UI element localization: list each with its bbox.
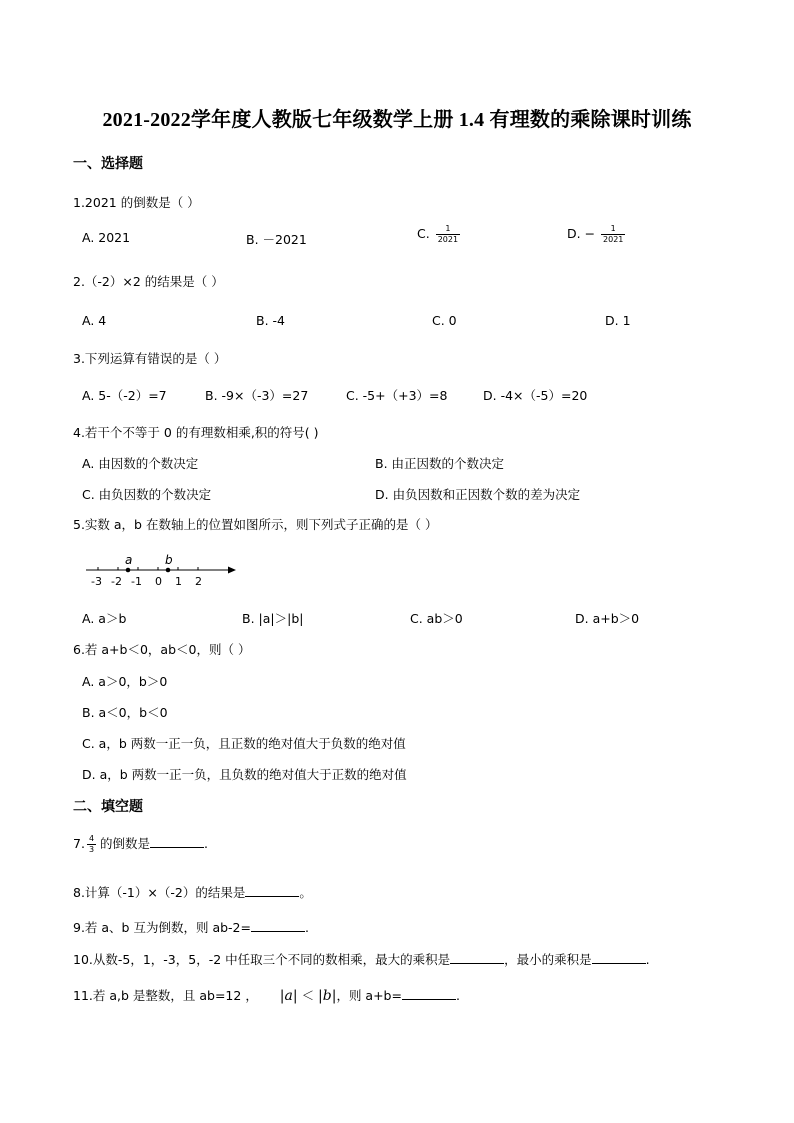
q1-option-b: B. －2021 xyxy=(246,232,307,247)
question-1-stem: 1.2021 的倒数是（ ） xyxy=(73,195,200,210)
q6-option-b: B. a＜0，b＜0 xyxy=(82,705,168,720)
q11-less-than: ＜ xyxy=(297,988,319,1003)
q2-option-b: B. -4 xyxy=(256,313,285,328)
q4-option-b: B. 由正因数的个数决定 xyxy=(375,456,505,471)
q1-option-c-prefix: C. xyxy=(417,226,430,241)
page-title: 2021-2022学年度人教版七年级数学上册 1.4 有理数的乘除课时训练 xyxy=(102,109,692,131)
q11-text: 11.若 a,b 是整数，且 ab=12 ， xyxy=(73,988,258,1003)
q4-option-c: C. 由负因数的个数决定 xyxy=(82,487,212,502)
q5-option-c: C. ab＞0 xyxy=(410,611,463,626)
question-9 xyxy=(73,918,309,936)
tick-label: -1 xyxy=(131,575,142,588)
number-line-arrow xyxy=(228,567,236,574)
question-5-stem: 5.实数 a，b 在数轴上的位置如图所示，则下列式子正确的是（ ） xyxy=(73,517,438,532)
q1-option-c-fraction xyxy=(436,224,460,245)
question-3-stem: 3.下列运算有错误的是（ ） xyxy=(73,351,227,366)
question-10 xyxy=(73,950,650,968)
q10-mid: ，最小的乘积是 xyxy=(504,952,592,967)
q6-option-c: C. a，b 两数一正一负，且正数的绝对值大于负数的绝对值 xyxy=(82,736,406,751)
q3-option-b: B. -9×（-3）=27 xyxy=(205,388,309,403)
q3-option-c: C. -5+（+3）=8 xyxy=(346,388,448,403)
q2-option-a: A. 4 xyxy=(82,313,107,328)
q1-option-c-numerator: 1 xyxy=(436,224,460,235)
q2-option-d: D. 1 xyxy=(605,313,631,328)
q7-denominator: 3 xyxy=(88,845,95,854)
q10-answer-blank-min[interactable] xyxy=(592,951,646,964)
question-6-stem: 6.若 a+b＜0，ab＜0，则（ ） xyxy=(73,642,251,657)
q4-option-d: D. 由负因数和正因数个数的差为决定 xyxy=(375,487,581,502)
q10-answer-blank-max[interactable] xyxy=(450,951,504,964)
point-b-label: b xyxy=(165,553,173,567)
q1-option-d-denominator: 2021 xyxy=(603,235,624,244)
q7-text: 的倒数是 xyxy=(96,836,151,851)
q9-answer-blank[interactable] xyxy=(251,919,305,932)
q5-option-a: A. a＞b xyxy=(82,611,127,626)
q1-option-c-denominator: 2021 xyxy=(437,235,459,244)
q3-option-a: A. 5-（-2）=7 xyxy=(82,388,167,403)
point-b-dot xyxy=(166,568,171,573)
question-8 xyxy=(73,883,312,901)
q1-option-d xyxy=(567,224,625,245)
question-4-stem: 4.若干个不等于 0 的有理数相乘,积的符号( ) xyxy=(73,425,319,440)
q5-option-d: D. a+b＞0 xyxy=(575,611,640,626)
q1-option-c xyxy=(417,224,460,245)
q9-end: . xyxy=(304,920,309,935)
question-11 xyxy=(73,986,460,1004)
q10-text: 10.从数-5，1，-3，5，-2 中任取三个不同的数相乘，最大的乘积是 xyxy=(73,952,451,967)
q7-prefix: 7. xyxy=(73,836,85,851)
question-7 xyxy=(73,834,208,855)
q1-option-d-prefix: D. − xyxy=(567,226,596,241)
q11-abs-b-var: b xyxy=(322,988,332,1004)
section-heading-fill: 二、填空题 xyxy=(73,799,143,815)
q1-option-a: A. 2021 xyxy=(82,230,131,245)
q11-abs-a-var: a xyxy=(284,988,293,1004)
q8-answer-blank[interactable] xyxy=(245,884,299,897)
q7-answer-blank[interactable] xyxy=(150,835,204,848)
q8-text: 8.计算（-1）×（-2）的结果是 xyxy=(73,885,246,900)
q8-end: 。 xyxy=(299,885,312,900)
q7-numerator: 4 xyxy=(88,834,95,843)
section-heading-choice: 一、选择题 xyxy=(73,156,143,172)
q11-answer-blank[interactable] xyxy=(402,987,456,1000)
q1-option-d-fraction xyxy=(601,224,625,245)
number-line-figure xyxy=(80,548,250,592)
q2-option-c: C. 0 xyxy=(432,313,457,328)
q7-end: . xyxy=(204,836,208,851)
q11-abs-b: |b| xyxy=(318,988,337,1004)
q5-option-b: B. |a|＞|b| xyxy=(242,611,304,626)
point-a-dot xyxy=(126,568,131,573)
q11-end: . xyxy=(455,988,460,1003)
question-2-stem: 2.（-2）×2 的结果是（ ） xyxy=(73,274,224,289)
q11-text-2: ，则 a+b= xyxy=(336,988,402,1003)
q7-fraction xyxy=(87,834,96,855)
q9-text: 9.若 a、b 互为倒数，则 ab-2= xyxy=(73,920,251,935)
q4-option-a: A. 由因数的个数决定 xyxy=(82,456,199,471)
q6-option-d: D. a，b 两数一正一负，且负数的绝对值大于正数的绝对值 xyxy=(82,767,407,782)
q3-option-d: D. -4×（-5）=20 xyxy=(483,388,588,403)
point-a-label: a xyxy=(125,553,133,567)
tick-label: 1 xyxy=(175,575,182,588)
tick-label: 2 xyxy=(195,575,202,588)
tick-label: -2 xyxy=(111,575,122,588)
q10-end: . xyxy=(645,952,650,967)
tick-label: -3 xyxy=(91,575,102,588)
q6-option-a: A. a＞0，b＞0 xyxy=(82,674,168,689)
tick-label: 0 xyxy=(155,575,162,588)
q11-abs-a: |a| xyxy=(279,988,298,1004)
q1-option-d-numerator: 1 xyxy=(601,224,625,235)
